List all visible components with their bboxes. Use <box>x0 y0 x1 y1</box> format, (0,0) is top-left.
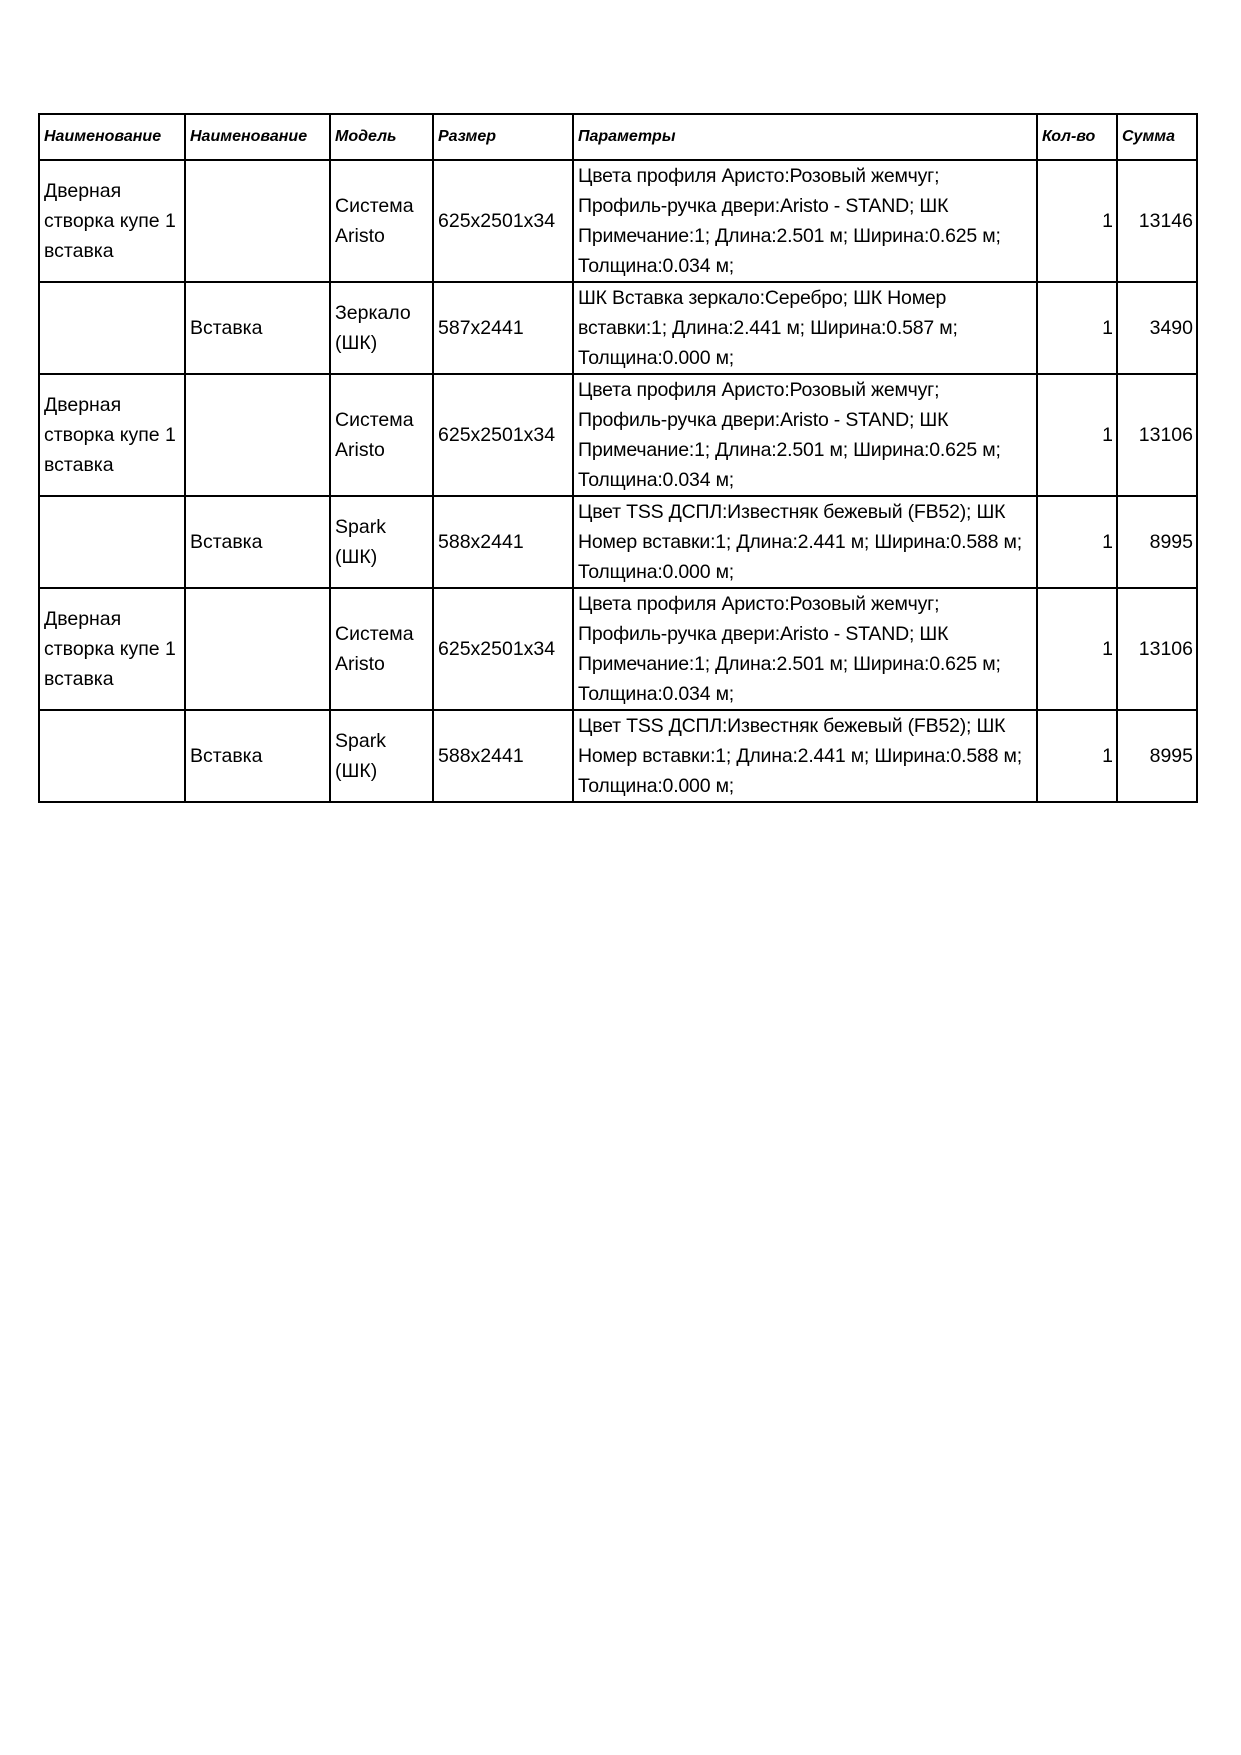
cell-size: 625x2501x34 <box>433 160 573 282</box>
cell-name-2 <box>185 374 330 496</box>
cell-size: 625x2501x34 <box>433 588 573 710</box>
cell-qty: 1 <box>1037 496 1117 588</box>
cell-model: Система Aristo <box>330 588 433 710</box>
cell-sum: 8995 <box>1117 710 1197 802</box>
header-row <box>39 114 1197 160</box>
header-size: Размер <box>433 114 573 160</box>
cell-model: Система Aristo <box>330 374 433 496</box>
table-row <box>39 588 1197 710</box>
cell-model: Spark (ШК) <box>330 496 433 588</box>
cell-size: 588x2441 <box>433 496 573 588</box>
header-name: Наименование <box>39 114 185 160</box>
cell-size: 625x2501x34 <box>433 374 573 496</box>
order-table <box>38 113 1198 803</box>
cell-size: 588x2441 <box>433 710 573 802</box>
cell-name: Дверная створка купе 1 вставка <box>39 374 185 496</box>
cell-name-2 <box>185 160 330 282</box>
table-row <box>39 374 1197 496</box>
cell-sum: 13146 <box>1117 160 1197 282</box>
cell-sum: 3490 <box>1117 282 1197 374</box>
cell-name <box>39 710 185 802</box>
cell-model: Зеркало (ШК) <box>330 282 433 374</box>
cell-sum: 8995 <box>1117 496 1197 588</box>
header-params: Параметры <box>573 114 1037 160</box>
cell-qty: 1 <box>1037 160 1117 282</box>
cell-model: Система Aristo <box>330 160 433 282</box>
cell-qty: 1 <box>1037 282 1117 374</box>
header-model: Модель <box>330 114 433 160</box>
header-qty: Кол-во <box>1037 114 1117 160</box>
cell-params: Цвет TSS ДСПЛ:Известняк бежевый (FB52); ШК Номер вставки:1; Длина:2.441 м; Ширина:0.588 м; Толщина:0.000 м; <box>573 710 1037 802</box>
cell-params: Цвета профиля Аристо:Розовый жемчуг; Профиль-ручка двери:Aristo - STAND; ШК Примечание:1; Длина:2.501 м; Ширина:0.625 м; Толщина:0.034 м; <box>573 160 1037 282</box>
header-name-2: Наименование <box>185 114 330 160</box>
cell-params: ШК Вставка зеркало:Серебро; ШК Номер вставки:1; Длина:2.441 м; Ширина:0.587 м; Толщина:0.000 м; <box>573 282 1037 374</box>
cell-qty: 1 <box>1037 374 1117 496</box>
cell-qty: 1 <box>1037 710 1117 802</box>
cell-params: Цвета профиля Аристо:Розовый жемчуг; Профиль-ручка двери:Aristo - STAND; ШК Примечание:1; Длина:2.501 м; Ширина:0.625 м; Толщина:0.034 м; <box>573 588 1037 710</box>
cell-qty: 1 <box>1037 588 1117 710</box>
cell-name: Дверная створка купе 1 вставка <box>39 588 185 710</box>
cell-size: 587x2441 <box>433 282 573 374</box>
table-row <box>39 160 1197 282</box>
cell-name <box>39 496 185 588</box>
cell-name <box>39 282 185 374</box>
table-row <box>39 496 1197 588</box>
cell-sum: 13106 <box>1117 588 1197 710</box>
header-sum: Сумма <box>1117 114 1197 160</box>
cell-params: Цвет TSS ДСПЛ:Известняк бежевый (FB52); ШК Номер вставки:1; Длина:2.441 м; Ширина:0.588 м; Толщина:0.000 м; <box>573 496 1037 588</box>
cell-model: Spark (ШК) <box>330 710 433 802</box>
cell-sum: 13106 <box>1117 374 1197 496</box>
cell-name: Дверная створка купе 1 вставка <box>39 160 185 282</box>
table-row <box>39 710 1197 802</box>
cell-name-2 <box>185 588 330 710</box>
cell-name-2: Вставка <box>185 496 330 588</box>
table-row <box>39 282 1197 374</box>
cell-params: Цвета профиля Аристо:Розовый жемчуг; Профиль-ручка двери:Aristo - STAND; ШК Примечание:1; Длина:2.501 м; Ширина:0.625 м; Толщина:0.034 м; <box>573 374 1037 496</box>
cell-name-2: Вставка <box>185 282 330 374</box>
cell-name-2: Вставка <box>185 710 330 802</box>
